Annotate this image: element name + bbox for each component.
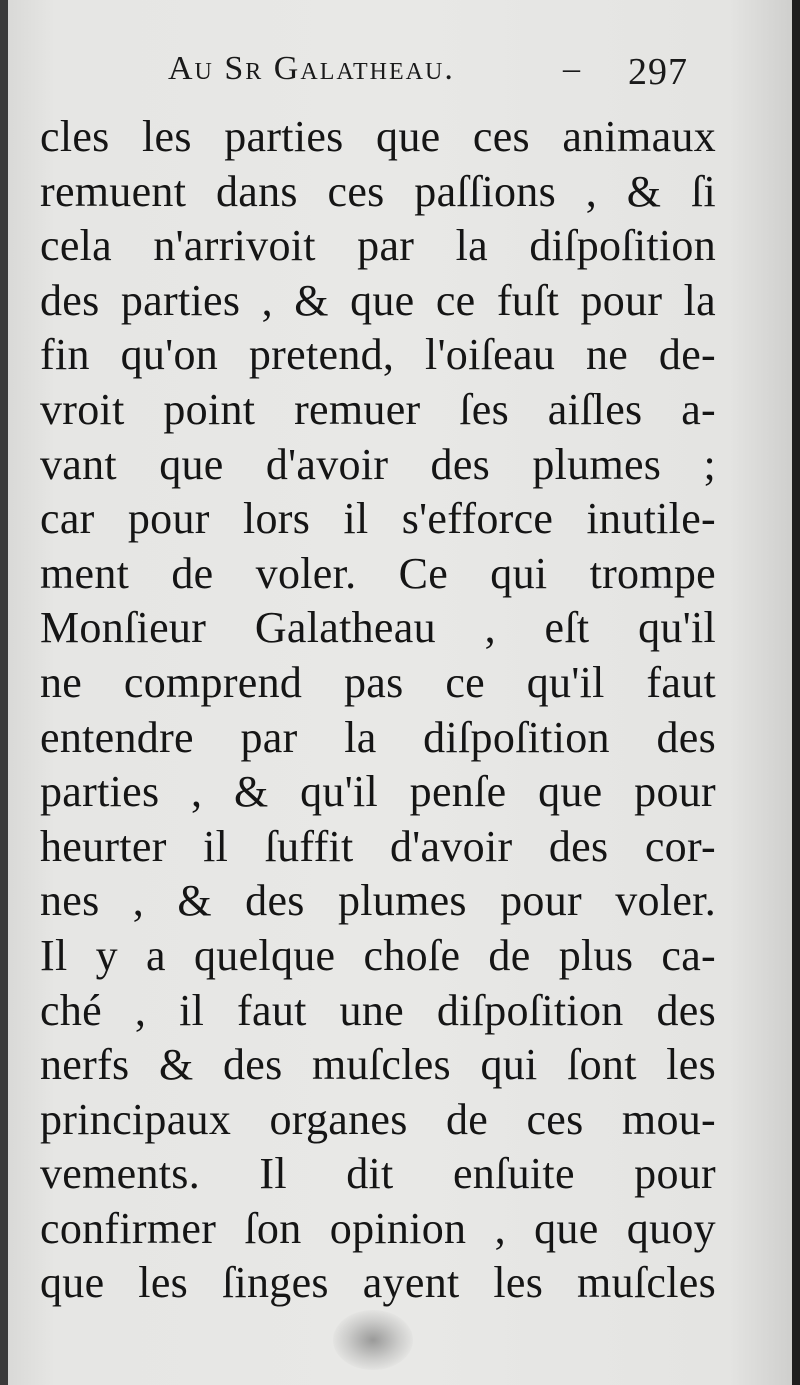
body-text — [40, 110, 716, 1311]
text-line: fin qu'on pretend, l'oiſeau ne de- — [40, 330, 716, 380]
running-head — [168, 50, 718, 100]
scan-border-right — [792, 0, 800, 1385]
text-line: que les ſinges ayent les muſcles — [40, 1258, 716, 1308]
text-line: heurter il ſuffit d'avoir des cor- — [40, 821, 716, 871]
text-line: entendre par la diſpoſition des — [40, 712, 716, 762]
text-line: principaux organes de ces mou- — [40, 1094, 716, 1144]
text-line: nerfs & des muſcles qui ſont les — [40, 1040, 716, 1090]
running-head-title: Au Sr Galatheau. — [168, 50, 455, 87]
text-line: Monſieur Galatheau , eſt qu'il — [40, 603, 716, 653]
text-line: car pour lors il s'efforce inutile- — [40, 494, 716, 544]
text-line: des parties , & que ce fuſt pour la — [40, 275, 716, 325]
text-line: ne comprend pas ce qu'il faut — [40, 657, 716, 707]
text-line: vements. Il dit enſuite pour — [40, 1149, 716, 1199]
text-line: cles les parties que ces animaux — [40, 112, 716, 161]
text-line: nes , & des plumes pour voler. — [40, 876, 716, 926]
running-head-dash: – — [563, 50, 580, 87]
book-page — [8, 0, 792, 1385]
text-line: confirmer ſon opinion , que quoy — [40, 1203, 716, 1253]
ink-smudge — [333, 1310, 413, 1370]
text-line: cela n'arrivoit par la diſpoſition — [40, 221, 716, 271]
text-line: Il y a quelque choſe de plus ca- — [40, 930, 716, 980]
page-number: 297 — [628, 51, 688, 93]
text-line: ché , il faut une diſpoſition des — [40, 985, 716, 1035]
scan-border-left — [0, 0, 8, 1385]
text-line: vroit point remuer ſes aiſles a- — [40, 384, 716, 434]
text-line: ment de voler. Ce qui trompe — [40, 548, 716, 598]
text-line: remuent dans ces paſſions , & ſi — [40, 166, 716, 216]
text-line: parties , & qu'il penſe que pour — [40, 767, 716, 817]
text-line: vant que d'avoir des plumes ; — [40, 439, 716, 489]
